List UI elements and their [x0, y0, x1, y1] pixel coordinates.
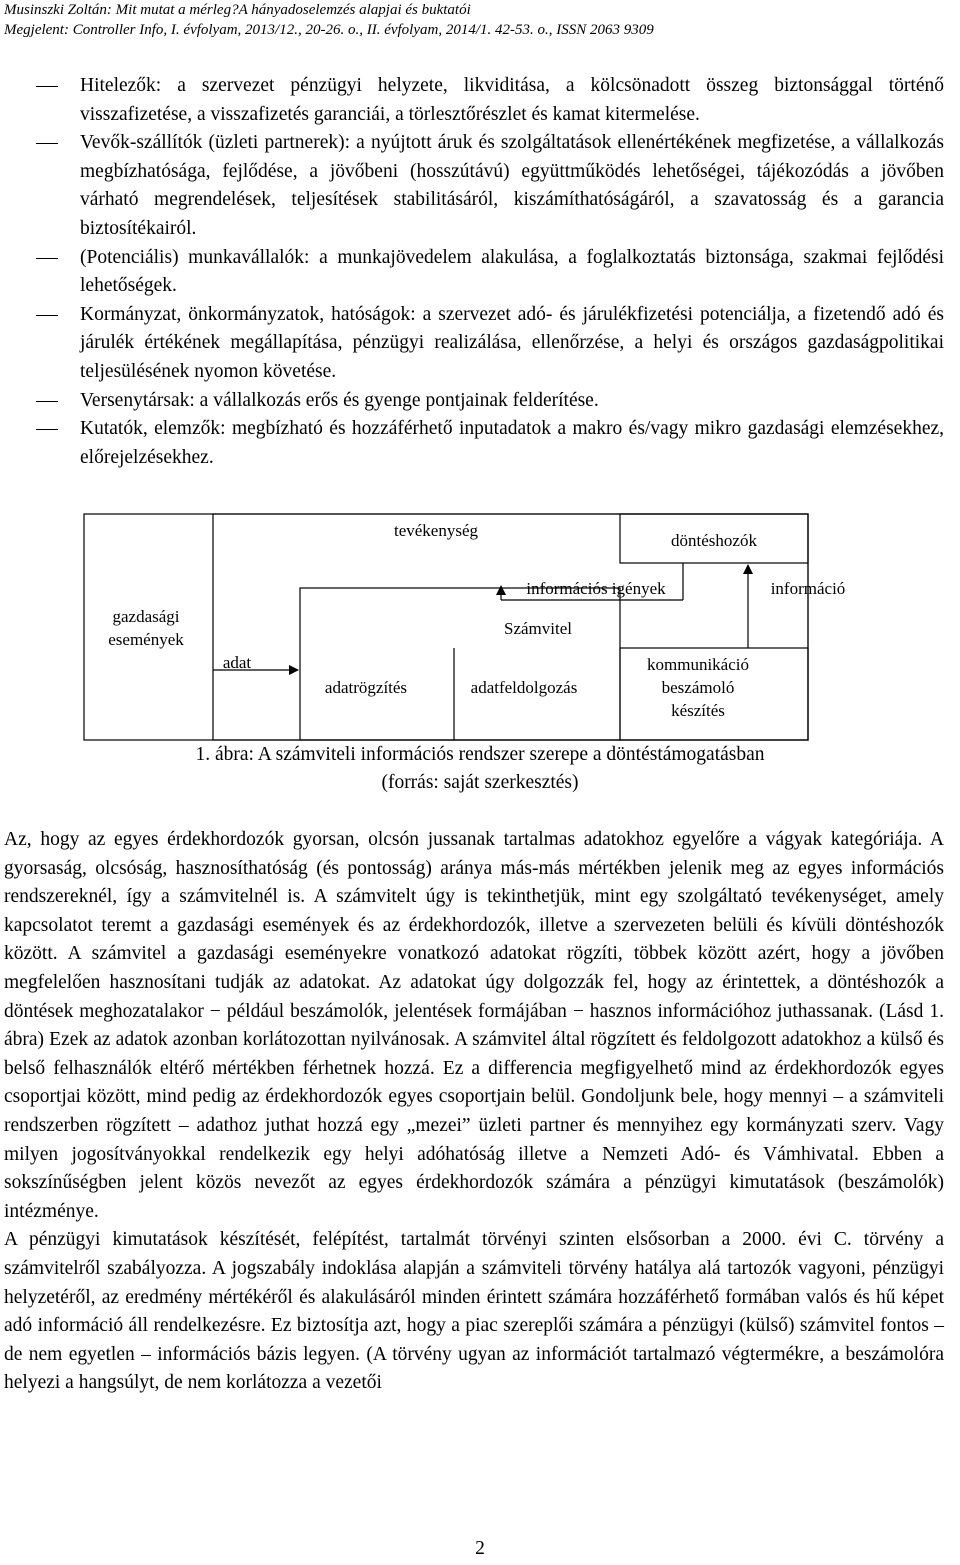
- communication-label-line-1: kommunikáció: [647, 655, 749, 674]
- list-item: (Potenciális) munkavállalók: a munkajövedelem alakulása, a foglalkoztatás biztonsága, szakmai fejlődési lehetőségek.: [0, 244, 960, 301]
- page-number: 2: [475, 1538, 485, 1559]
- dash-bullet-icon: [36, 86, 58, 87]
- list-item: Hitelezők: a szervezet pénzügyi helyzete, likviditása, a kölcsönadott összeg biztonsággal történő visszafizetése, a visszafizetés garanciái, a törlesztőrészlet és kamat kitermelése.: [0, 72, 960, 129]
- paragraph: Az, hogy az egyes érdekhordozók gyorsan, olcsón jussanak tartalmas adatokhoz egyelőre a vágyak kategóriája. A gyorsaság, olcsóság, hasznosíthatóság (és pontosság) aránya más-más mértékben jelenik meg az egyes információs rendszereknél, így a számvitelnél is. A számvitelt úgy is tekinthetjük, mint egy szolgáltató tevékenységet, amely kapcsolatot teremt a gazdasági események és az érdekhordozók, illetve a szervezeten belüli és kívüli döntéshozók között. A számvitel a gazdasági eseményekre vonatkozó adatokat rögzíti, többek között azért, hogy a jövőben megfelelően hasznosítani tudják az adatokat. Az adatokat úgy dolgozzák fel, hogy az érintettek, a döntéshozók a döntések meghozatalakor − például beszámolók, jelentések formájában − hasznos információhoz juthassanak. (Lásd 1. ábra) Ezek az adatok azonban korlátozottan nyilvánosak. A számvitel által rögzített és feldolgozott adatokhoz a külső és belső felhasználók eltérő mértékben férhetnek hozzá. Ez a differencia megfigyelhető mind az érdekhordozók egyes csoportjai között, mind pedig az érdekhordozók egyes csoportjain belül. Gondoljunk bele, hogy mennyi – a számviteli rendszerben rögzített – adathoz juthat hozzá egy „mezei” üzleti partner és mennyihez egy kormányzati szerv. Vagy milyen jogosítványokkal rendelkezik egy helyi adóhatóság illetve a Nemzeti Adó- és Vámhivatal. Ebben a sokszínűségben jelent közös nevezőt az egyes érdekhordozók számára a pénzügyi kimutatások (beszámolók) intézménye.: [4, 829, 944, 1222]
- accounting-box: [300, 588, 620, 740]
- header-line-1: Musinszki Zoltán: Mit mutat a mérleg?A hányadoselemzés alapjai és buktatói: [4, 2, 471, 18]
- figure-caption: [0, 741, 960, 797]
- data-recording-label: adatrögzítés: [324, 678, 408, 697]
- economic-label-line-2: események: [108, 630, 184, 649]
- dash-bullet-icon: [36, 315, 58, 316]
- list-item: Kutatók, elemzők: megbízható és hozzáférhető inputadatok a makro és/vagy mikro gazdasági elemzésekhez, előrejelzésekhez.: [0, 415, 960, 472]
- activity-label: tevékenység: [393, 521, 479, 540]
- information-label: információ: [770, 579, 846, 598]
- info-needs-label: információs igények: [526, 579, 666, 598]
- figure-1-diagram: [0, 510, 960, 745]
- running-header: [4, 0, 956, 40]
- accounting-label: Számvitel: [504, 619, 572, 638]
- list-item: Vevők-szállítók (üzleti partnerek): a nyújtott áruk és szolgáltatások ellenértékének megfizetése, a vállalkozás megbízhatósága, fejlődése, a jövőbeni (hosszútávú) együttműködés lehetőségei, tájékozódás a jövőben várható megrendelések, teljesítések stabilitásáról, kiszámíthatóságáról, a szavatosság és a garancia biztosítékairól.: [0, 129, 960, 243]
- dash-bullet-icon: [36, 143, 58, 144]
- dash-bullet-icon: [36, 401, 58, 402]
- data-processing-label: adatfeldolgozás: [470, 678, 578, 697]
- list-item: Versenytársak: a vállalkozás erős és gyenge pontjainak felderítése.: [0, 387, 960, 416]
- stakeholder-list: [0, 72, 960, 472]
- data-label: adat: [222, 653, 252, 672]
- communication-label-line-2: beszámoló: [661, 678, 735, 697]
- dash-bullet-icon: [36, 429, 58, 430]
- diagram-canvas: [0, 510, 960, 745]
- caption-line-1: 1. ábra: A számviteli információs rendszer szerepe a döntéstámogatásban: [195, 744, 765, 765]
- economic-label-line-1: gazdasági: [112, 607, 180, 626]
- header-line-2: Megjelent: Controller Info, I. évfolyam, 2013/12., 20-26. o., II. évfolyam, 2014/1. 42-53. o., ISSN 2063 9309: [4, 22, 654, 38]
- list-item: Kormányzat, önkormányzatok, hatóságok: a szervezet adó- és járulékfizetési potenciálja, a fizetendő adó és járulék értékének megállapítása, pénzügyi realizálása, ellenőrzése, a helyi és országos gazdaságpolitikai teljesülésének nyomon követése.: [0, 301, 960, 387]
- decision-makers-label: döntéshozók: [671, 531, 757, 550]
- dash-bullet-icon: [36, 258, 58, 259]
- communication-label-line-3: készítés: [671, 701, 725, 720]
- paragraph: A pénzügyi kimutatások készítését, felépítést, tartalmát törvényi szinten elsősorban a 2000. évi C. törvény a számvitelről szabályozza. A jogszabály indoklása alapján a számviteli törvény hatálya alá tartozók vagyoni, pénzügyi helyzetéről, az eredmény mértékéről és alakulásáról minden érintett számára hozzáférhető formában valós és hű képet adó információ áll rendelkezésre. Ez biztosítja azt, hogy a piac szereplői számára a pénzügyi (külső) számvitel fontos – de nem egyetlen – információs bázis legyen. (A törvény ugyan az információt tartalmazó végtermékre, a beszámolóra helyezi a hangsúlyt, de nem korlátozza a vezetői: [4, 1229, 944, 1394]
- caption-line-2: (forrás: saját szerkesztés): [381, 772, 579, 793]
- body-text: [4, 826, 944, 1398]
